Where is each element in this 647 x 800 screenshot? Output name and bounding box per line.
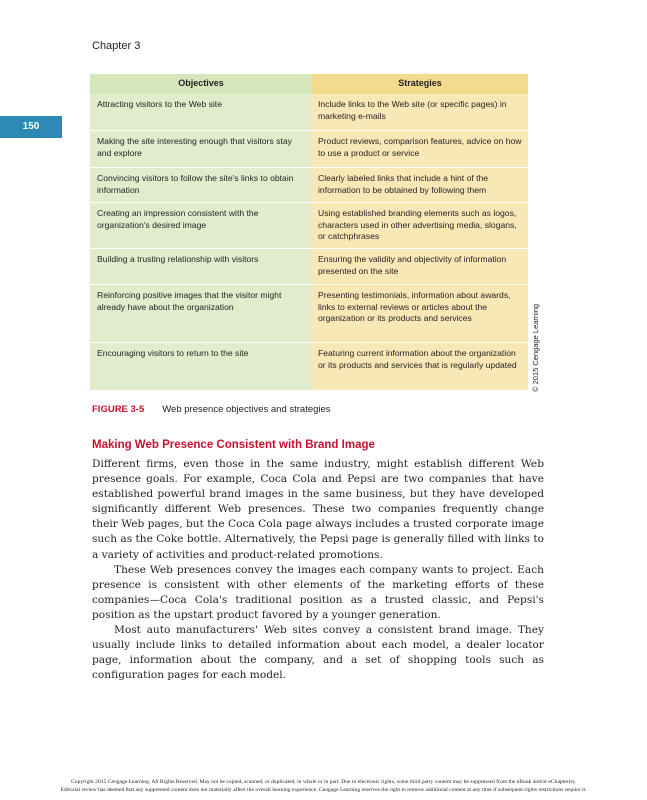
objectives-strategies-table: [90, 74, 528, 390]
image-credit: © 2015 Cengage Learning: [531, 303, 540, 392]
table-row: [90, 203, 528, 249]
section-heading: Making Web Presence Consistent with Brand Image: [92, 439, 375, 451]
footer-line: Editorial review has deemed that any suppressed content does not materially affect the overall learning experience. Cengage Learning reserves the right to remove additional content at any time if subsequent rights restrictions require it.: [60, 787, 587, 793]
paragraph: Different firms, even those in the same industry, might establish different Web presence goals. For example, Coca Cola and Pepsi are two companies that have established powerful brand images in the same business, but they have developed significantly different Web presences. These two companies frequently change their Web pages, but the Coca Cola page always includes a trusted corporate image such as the Coke bottle. Alternatively, the Pepsi page is generally filled with links to a variety of activities and product-related promotions.: [92, 458, 544, 561]
table-row: [90, 131, 528, 168]
body-text: [92, 457, 544, 683]
strategy-cell: Product reviews, comparison features, advice on how to use a product or service: [312, 131, 528, 168]
paragraph: These Web presences convey the images each company wants to project. Each presence is consistent with other elements of the marketing efforts of these companies—Coca Cola's traditional position as a trusted classic, and Pepsi's position as the upstart product favored by a younger generation.: [92, 563, 544, 621]
objective-cell: Attracting visitors to the Web site: [90, 94, 312, 131]
strategy-cell: Clearly labeled links that include a hint of the information to be obtained by following them: [312, 168, 528, 203]
strategy-cell: Include links to the Web site (or specific pages) in marketing e-mails: [312, 94, 528, 131]
objectives-header: Objectives: [90, 74, 312, 94]
table-header-row: [90, 74, 528, 94]
objective-cell: Reinforcing positive images that the visitor might already have about the organization: [90, 285, 312, 343]
table-row: [90, 249, 528, 285]
table-row: [90, 94, 528, 131]
chapter-label: Chapter 3: [92, 40, 141, 52]
page-number: 150: [0, 116, 62, 138]
objective-cell: Creating an impression consistent with the organization's desired image: [90, 203, 312, 249]
figure-caption-text: Web presence objectives and strategies: [162, 404, 331, 415]
strategy-cell: Ensuring the validity and objectivity of information presented on the site: [312, 249, 528, 285]
objective-cell: Building a trusting relationship with visitors: [90, 249, 312, 285]
figure-caption: [92, 404, 331, 415]
copyright-footer: [0, 778, 647, 794]
strategy-cell: Using established branding elements such as logos, characters used in other advertising media, slogans, or catchphrases: [312, 203, 528, 249]
footer-line: Copyright 2015 Cengage Learning. All Rights Reserved. May not be copied, scanned, or duplicated, in whole or in part. Due to electronic rights, some third party content may be suppressed from the eBook and/or eChapter(s).: [71, 779, 576, 785]
paragraph: Most auto manufacturers' Web sites convey a consistent brand image. They usually include links to detailed information about each model, a dealer locator page, information about the company, and a set of shopping tools such as configuration pages for each model.: [92, 624, 544, 682]
table-row: [90, 343, 528, 391]
strategies-header: Strategies: [312, 74, 528, 94]
table-row: [90, 285, 528, 343]
strategy-cell: Featuring current information about the organization or its products and services that is regularly updated: [312, 343, 528, 391]
strategy-cell: Presenting testimonials, information about awards, links to external reviews or articles about the organization or its products and services: [312, 285, 528, 343]
objective-cell: Making the site interesting enough that visitors stay and explore: [90, 131, 312, 168]
objective-cell: Convincing visitors to follow the site's links to obtain information: [90, 168, 312, 203]
table-row: [90, 168, 528, 203]
objective-cell: Encouraging visitors to return to the site: [90, 343, 312, 391]
figure-label: FIGURE 3-5: [92, 404, 145, 415]
